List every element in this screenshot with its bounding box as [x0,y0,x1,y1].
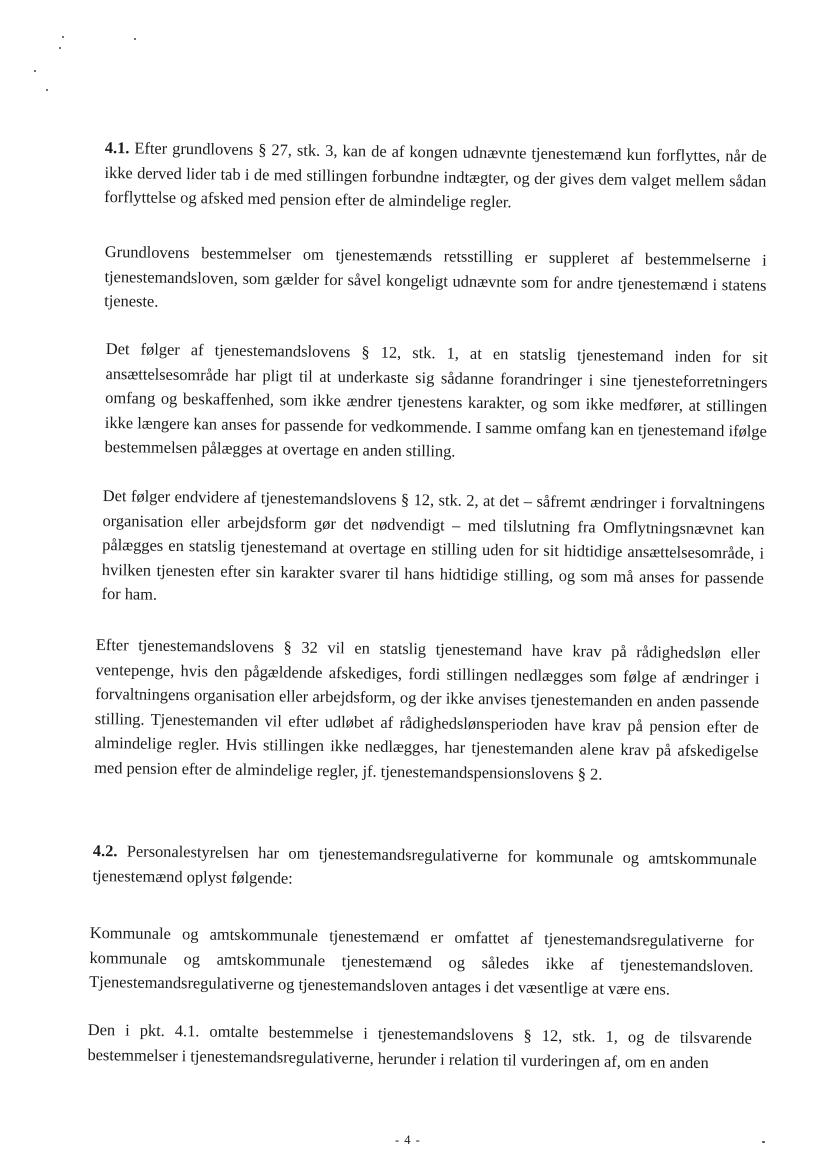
paragraph-4-1 [104,136,767,218]
paragraph-text: Det følger af tjenestemandslovens § 12, stk. 1, at en statslig tjenestemand inden for sit ansættelsesområde har pligt til at underkaste sig sådanne forandringer i sine tjenesteforretningers omfang og beskaffenhed, som ikke ændrer tjenestens karakter, og som ikke medfører, at stillingen ikke længere kan anses for passende for vedkommende. I samme omfang kan en tjenestemand ifølge bestemmelsen pålægges at overtage en anden stilling. [104,338,768,461]
paragraph-text: Efter tjenestemandslovens § 32 vil en statslig tjenestemand have krav på rådighedsløn eller ventepenge, hvis den pågældende afskediges, fordi stillingen nedlægges som følge af ændringer i forvaltningens organisation eller arbejdsform, og der ikke anvises tjenestemanden en anden passende stilling. Tjenestemanden vil efter udløbet af rådighedslønsperioden have krav på pension efter de almindelige regler. Hvis stillingen ikke nedlægges, har tjenestemanden alene krav på afskedigelse med pension efter de almindelige regler, jf. tjenestemandspensionslovens § 2. [94,634,760,784]
paragraph-4-2 [92,839,757,897]
paragraph-text: Grundlovens bestemmelser om tjenestemænds retsstilling er suppleret af bestemmelserne i tjenestemandsloven, som gælder for såvel kongeligt udnævnte som for andre tjenestemænd i statens tjeneste. [104,241,767,311]
paragraph-text: Kommunale og amtskommunale tjenestemænd er omfattet af tjenestemandsregulativerne for kommunale og amtskommunale tjenestemænd og således ikke af tjenestemandsloven. Tjenestemandsregulativerne og tjenestemandsloven antages i det væsentlige at være ens. [89,922,754,999]
scan-speck [59,47,61,49]
paragraph-text: Efter grundlovens § 27, stk. 3, kan de af kongen udnævnte tjenestemænd kun forflyttes, når de ikke derved lider tab i de med stillingen forbundne indtægter, og der gives dem valget mellem sådan forflyttelse og afsked med pension efter de almindelige regler. [104,138,767,212]
paragraph [101,484,765,615]
paragraph [87,1018,752,1076]
scan-speck [762,1141,765,1143]
scan-speck [62,36,64,38]
paragraph-text: Personalestyrelsen har om tjenestemandsregulativerne for kommunale og amtskommunale tjenestemænd oplyst følgende: [92,841,757,888]
paragraph [89,921,754,1003]
page-number: - 4 - [395,1133,421,1147]
paragraph [104,240,767,322]
section-number: 4.1. [104,137,130,158]
paragraph-text: Det følger endvidere af tjenestemandslovens § 12, stk. 2, at det – såfremt ændringer i forvaltningens organisation eller arbejdsform gør det nødvendigt – med tilslutning fra Omflytningsnævnet kan pålægges en statslig tjenestemand at overtage en stilling uden for sit hidtidige ansættelsesområde, i hvilken tjenesten efter sin karakter svarer til hans hidtidige stilling, og som må anses for passende for ham. [101,485,765,604]
scan-speck [34,70,36,72]
scan-speck [134,38,136,40]
scan-speck [46,89,48,91]
paragraph-text: Den i pkt. 4.1. omtalte bestemmelse i tjenestemandslovens § 12, stk. 1, og de tilsvarende bestemmelser i tjenestemandsregulativerne, herunder i relation til vurderingen af, om en anden [87,1019,752,1072]
section-number: 4.2. [92,840,118,861]
paragraph [94,633,760,789]
paragraph [104,337,768,468]
